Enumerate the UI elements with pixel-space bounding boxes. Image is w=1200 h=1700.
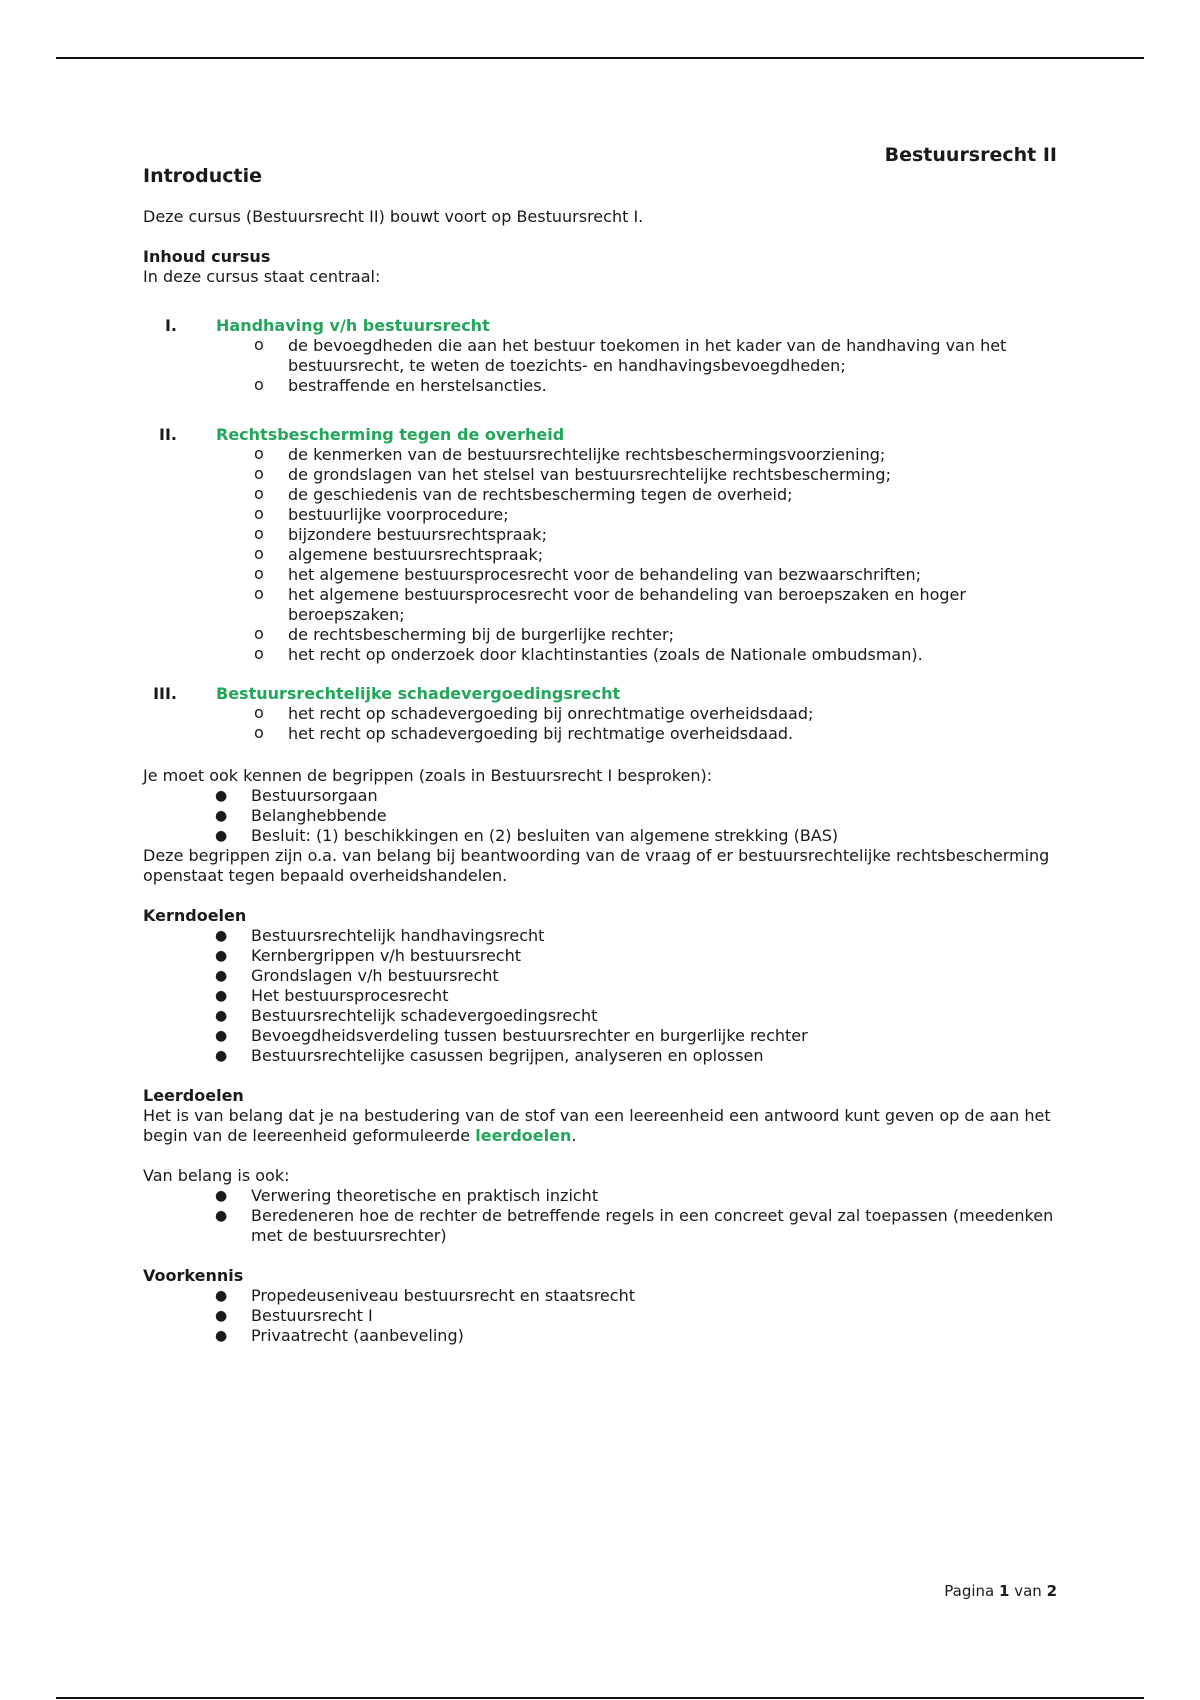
begrippen-note: Deze begrippen zijn o.a. van belang bij beantwoording van de vraag of er bestuursrechtelijke rechtsbescherming openstaat tegen bepaald overheidshandelen.	[143, 846, 1050, 885]
section-number: III.	[153, 684, 177, 703]
section-title: Handhaving v/h bestuursrecht	[216, 316, 490, 335]
begrippen-list	[143, 786, 1058, 846]
list-item: ● Privaatrecht (aanbeveling)	[215, 1326, 464, 1345]
list-item: o het recht op schadevergoeding bij rechtmatige overheidsdaad.	[254, 723, 794, 743]
page-number: Pagina 1 van 2	[944, 1582, 1057, 1600]
list-item: o het algemene bestuursprocesrecht voor de behandeling van beroepszaken en hoger beroepszaken;	[254, 584, 966, 624]
list-item: o bijzondere bestuursrechtspraak;	[254, 524, 547, 544]
voorkennis-list	[143, 1286, 1058, 1346]
leerdoelen-highlight: leerdoelen	[475, 1126, 572, 1145]
list-item: ● Bestuursrechtelijke casussen begrijpen, analyseren en oplossen	[215, 1046, 764, 1065]
list-item: ● Het bestuursprocesrecht	[215, 986, 449, 1005]
list-item: o bestuurlijke voorprocedure;	[254, 504, 509, 524]
list-item: o het algemene bestuursprocesrecht voor de behandeling van bezwaarschriften;	[254, 564, 922, 584]
list-item: ● Propedeuseniveau bestuursrecht en staatsrecht	[215, 1286, 635, 1305]
section-list	[216, 445, 1058, 665]
list-item: ● Bestuursrecht I	[215, 1306, 373, 1325]
list-item: o de grondslagen van het stelsel van bestuursrechtelijke rechtsbescherming;	[254, 464, 891, 484]
kerndoelen-list	[143, 926, 1058, 1066]
list-item: ● Kernbergrippen v/h bestuursrecht	[215, 946, 522, 965]
list-item: ● Grondslagen v/h bestuursrecht	[215, 966, 499, 985]
intro-heading: Introductie	[143, 165, 262, 187]
list-item: ● Verwering theoretische en praktisch inzicht	[215, 1186, 599, 1205]
section-title: Bestuursrechtelijke schadevergoedingsrecht	[216, 684, 621, 703]
list-item: o bestraffende en herstelsancties.	[254, 375, 547, 395]
list-item: o het recht op onderzoek door klachtinstanties (zoals de Nationale ombudsman).	[254, 644, 923, 664]
list-item: ● Bestuursorgaan	[215, 786, 378, 805]
begrippen-intro: Je moet ook kennen de begrippen (zoals in Bestuursrecht I besproken):	[143, 766, 713, 785]
leerdoelen-text: Het is van belang dat je na bestudering van de stof van een leereenheid een antwoord kunt geven op de aan het begin van de leereenheid geformuleerde leerdoelen.	[143, 1106, 1051, 1145]
list-item: o de bevoegdheden die aan het bestuur toekomen in het kader van de handhaving van het bestuursrecht, te weten de toezichts- en handhavingsbevoegdheden;	[254, 335, 1007, 375]
intro-text: Deze cursus (Bestuursrecht II) bouwt voort op Bestuursrecht I.	[143, 207, 644, 226]
section-1	[143, 316, 1058, 396]
list-item: o algemene bestuursrechtspraak;	[254, 544, 544, 564]
list-item: o het recht op schadevergoeding bij onrechtmatige overheidsdaad;	[254, 703, 814, 723]
list-item: ● Bestuursrechtelijk schadevergoedingsrecht	[215, 1006, 598, 1025]
voorkennis-heading: Voorkennis	[143, 1266, 244, 1285]
list-item: ● Belanghebbende	[215, 806, 387, 825]
list-item: ● Bevoegdheidsverdeling tussen bestuursrechter en burgerlijke rechter	[215, 1026, 808, 1045]
list-item: ● Bestuursrechtelijk handhavingsrecht	[215, 926, 545, 945]
list-item: ● Besluit: (1) beschikkingen en (2) besluiten van algemene strekking (BAS)	[215, 826, 839, 845]
bottom-rule	[56, 1697, 1144, 1699]
kerndoelen-heading: Kerndoelen	[143, 906, 247, 925]
list-item: o de rechtsbescherming bij de burgerlijke rechter;	[254, 624, 674, 644]
list-item: ● Beredeneren hoe de rechter de betreffende regels in een concreet geval zal toepassen (meedenken met de bestuursrechter)	[215, 1206, 1054, 1245]
inhoud-heading: Inhoud cursus	[143, 247, 271, 266]
document-header-title: Bestuursrecht II	[884, 144, 1057, 166]
list-item: o de kenmerken van de bestuursrechtelijke rechtsbeschermingsvoorziening;	[254, 444, 886, 464]
section-3	[143, 684, 1058, 744]
van-belang-intro: Van belang is ook:	[143, 1166, 290, 1185]
section-number: I.	[164, 316, 177, 335]
leerdoelen-heading: Leerdoelen	[143, 1086, 244, 1105]
list-item: o de geschiedenis van de rechtsbescherming tegen de overheid;	[254, 484, 793, 504]
van-belang-list	[143, 1186, 1058, 1246]
section-number: II.	[159, 425, 177, 444]
section-2	[143, 425, 1058, 665]
section-title: Rechtsbescherming tegen de overheid	[216, 425, 565, 444]
document-body	[143, 164, 1058, 1346]
top-rule	[56, 57, 1144, 59]
inhoud-text: In deze cursus staat centraal:	[143, 267, 381, 286]
section-list	[216, 336, 1058, 396]
section-list	[216, 704, 1058, 744]
